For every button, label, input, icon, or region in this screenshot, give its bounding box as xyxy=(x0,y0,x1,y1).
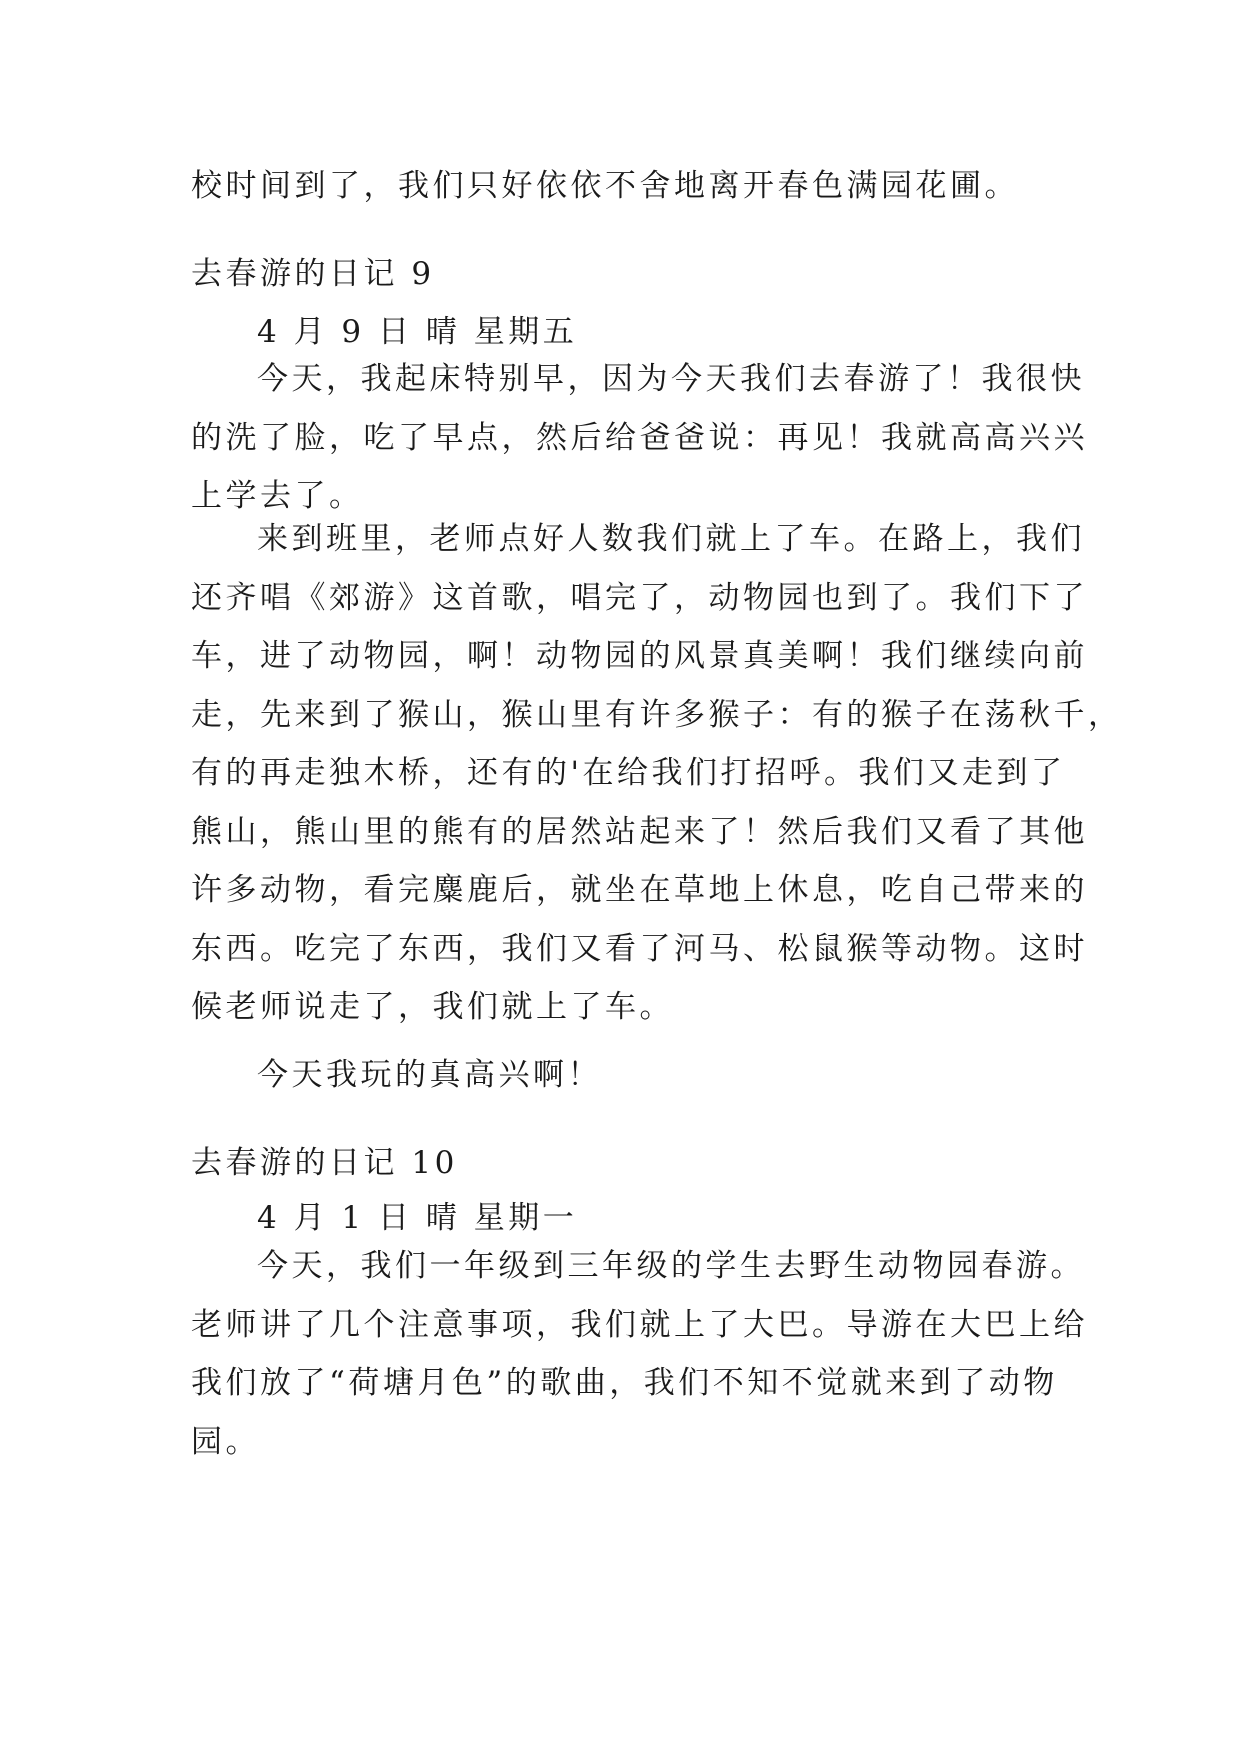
text-line: 候老师说走了，我们就上了车。 xyxy=(191,989,674,1025)
date-weather-line: 4 月 9 日 晴 星期五 xyxy=(257,314,578,350)
text-line: 今天，我们一年级到三年级的学生去野生动物园春游。 xyxy=(257,1248,1085,1284)
text-line: 车，进了动物园，啊！动物园的风景真美啊！我们继续向前 xyxy=(191,638,1088,674)
text-line: 园。 xyxy=(191,1423,260,1460)
text-line: 走，先来到了猴山，猴山里有许多猴子：有的猴子在荡秋千， xyxy=(191,696,1123,733)
paragraph-1-diary-10 xyxy=(191,1237,1088,1471)
text-line: 今天我玩的真高兴啊！ xyxy=(257,1057,602,1093)
text-line: 有的再走独木桥，还有的'在给我们打招呼。我们又走到了 xyxy=(191,755,1066,791)
text-line: 熊山，熊山里的熊有的居然站起来了！然后我们又看了其他 xyxy=(191,813,1088,850)
section-title-diary-9 xyxy=(191,245,1071,304)
text-line: 校时间到了，我们只好依依不舍地离开春色满园花圃。 xyxy=(191,168,1019,204)
text-line: 我们放了“荷塘月色”的歌曲，我们不知不觉就来到了动物 xyxy=(191,1365,1058,1401)
text-line: 来到班里，老师点好人数我们就上了车。在路上，我们 xyxy=(257,521,1085,557)
paragraph-continuation xyxy=(191,157,1071,216)
text-line: 许多动物，看完麋鹿后，就坐在草地上休息，吃自己带来的 xyxy=(191,872,1088,908)
paragraph-1-diary-9 xyxy=(191,350,1088,526)
text-line: 今天，我起床特别早，因为今天我们去春游了！我很快 xyxy=(257,361,1085,397)
text-line: 还齐唱《郊游》这首歌，唱完了，动物园也到了。我们下了 xyxy=(191,579,1088,616)
paragraph-2-diary-9 xyxy=(191,510,1123,1037)
section-title: 去春游的日记 10 xyxy=(191,1145,458,1181)
section-title: 去春游的日记 9 xyxy=(191,256,435,292)
text-line: 老师讲了几个注意事项，我们就上了大巴。导游在大巴上给 xyxy=(191,1306,1088,1343)
text-line: 东西。吃完了东西，我们又看了河马、松鼠猴等动物。这时 xyxy=(191,930,1088,967)
text-line: 上学去了。 xyxy=(191,478,364,514)
paragraph-3-diary-9 xyxy=(191,1046,1071,1105)
date-weather-line: 4 月 1 日 晴 星期一 xyxy=(257,1200,578,1236)
section-title-diary-10 xyxy=(191,1134,1071,1193)
text-line: 的洗了脸，吃了早点，然后给爸爸说：再见！我就高高兴兴 xyxy=(191,419,1088,456)
